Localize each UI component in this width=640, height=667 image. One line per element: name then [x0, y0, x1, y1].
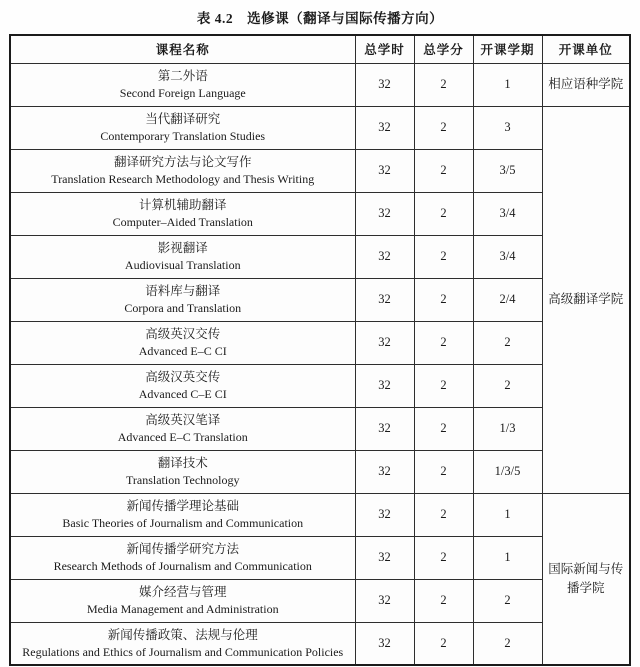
offering-unit-cell: 高级翻译学院	[542, 106, 630, 493]
semester-cell: 2	[473, 321, 542, 364]
course-name-cell	[10, 622, 355, 665]
total-credits-cell: 2	[414, 407, 473, 450]
table-row	[10, 493, 630, 536]
course-name-zh: 媒介经营与管理	[138, 585, 227, 599]
total-hours-cell: 32	[355, 579, 414, 622]
course-name-en: Second Foreign Language	[119, 86, 246, 100]
total-credits-cell: 2	[414, 235, 473, 278]
total-hours-cell: 32	[355, 493, 414, 536]
course-name-en: Computer–Aided Translation	[112, 215, 253, 229]
total-credits-cell: 2	[414, 106, 473, 149]
semester-cell: 2/4	[473, 278, 542, 321]
table-row	[10, 321, 630, 364]
header-total-hours: 总学时	[355, 35, 414, 63]
total-hours-cell: 32	[355, 321, 414, 364]
semester-cell: 2	[473, 579, 542, 622]
total-credits-cell: 2	[414, 278, 473, 321]
table-header	[10, 35, 630, 63]
total-hours-cell: 32	[355, 622, 414, 665]
table-row	[10, 278, 630, 321]
course-name-en: Audiovisual Translation	[124, 258, 241, 272]
table-row	[10, 450, 630, 493]
course-name-cell	[10, 364, 355, 407]
course-name-en: Translation Research Methodology and Thesis Writing	[51, 172, 315, 186]
course-name-zh: 计算机辅助翻译	[138, 198, 227, 212]
course-name-zh: 高级汉英交传	[145, 370, 221, 384]
offering-unit-cell: 相应语种学院	[542, 63, 630, 106]
course-name-cell	[10, 536, 355, 579]
total-hours-cell: 32	[355, 364, 414, 407]
course-name-cell	[10, 493, 355, 536]
course-name-en: Research Methods of Journalism and Communication	[53, 559, 312, 573]
course-name-zh: 高级英汉笔译	[145, 413, 221, 427]
semester-cell: 3/4	[473, 192, 542, 235]
table-row	[10, 149, 630, 192]
semester-cell: 1/3/5	[473, 450, 542, 493]
course-name-en: Media Management and Administration	[86, 602, 279, 616]
course-name-cell	[10, 106, 355, 149]
semester-cell: 1	[473, 493, 542, 536]
total-hours-cell: 32	[355, 63, 414, 106]
total-credits-cell: 2	[414, 450, 473, 493]
course-name-zh: 新闻传播学理论基础	[126, 499, 239, 513]
total-credits-cell: 2	[414, 149, 473, 192]
semester-cell: 3	[473, 106, 542, 149]
course-name-zh: 新闻传播政策、法规与伦理	[107, 627, 258, 642]
course-name-cell	[10, 63, 355, 106]
course-name-cell	[10, 321, 355, 364]
course-name-en: Translation Technology	[126, 473, 240, 487]
course-name-en: Corpora and Translation	[124, 301, 242, 315]
semester-cell: 3/5	[473, 149, 542, 192]
total-credits-cell: 2	[414, 579, 473, 622]
course-name-cell	[10, 407, 355, 450]
total-credits-cell: 2	[414, 493, 473, 536]
course-name-zh: 当代翻译研究	[145, 112, 221, 126]
total-credits-cell: 2	[414, 192, 473, 235]
header-row	[10, 35, 630, 63]
course-name-en: Regulations and Ethics of Journalism and Communication Policies	[22, 644, 344, 659]
header-course-name: 课程名称	[10, 35, 355, 63]
total-credits-cell: 2	[414, 622, 473, 665]
table-row	[10, 536, 630, 579]
total-credits-cell: 2	[414, 536, 473, 579]
table-row	[10, 622, 630, 665]
course-name-en: Contemporary Translation Studies	[100, 129, 266, 143]
total-hours-cell: 32	[355, 192, 414, 235]
semester-cell: 1	[473, 536, 542, 579]
table-row	[10, 106, 630, 149]
course-name-cell	[10, 235, 355, 278]
course-table	[9, 34, 631, 666]
table-row	[10, 235, 630, 278]
course-name-en: Advanced E–C Translation	[117, 430, 248, 444]
header-semester: 开课学期	[473, 35, 542, 63]
semester-cell: 1/3	[473, 407, 542, 450]
total-credits-cell: 2	[414, 63, 473, 106]
total-hours-cell: 32	[355, 407, 414, 450]
total-hours-cell: 32	[355, 106, 414, 149]
table-row	[10, 63, 630, 106]
table-title: 表 4.2 选修课（翻译与国际传播方向）	[196, 11, 444, 26]
semester-cell: 3/4	[473, 235, 542, 278]
course-name-zh: 新闻传播学研究方法	[126, 542, 239, 556]
semester-cell: 1	[473, 63, 542, 106]
course-name-zh: 第二外语	[157, 69, 208, 83]
table-row	[10, 192, 630, 235]
course-name-cell	[10, 579, 355, 622]
course-name-en: Advanced E–C CI	[138, 344, 227, 358]
table-row	[10, 364, 630, 407]
table-body	[10, 63, 630, 665]
course-name-cell	[10, 149, 355, 192]
course-name-cell	[10, 450, 355, 493]
total-hours-cell: 32	[355, 235, 414, 278]
course-name-cell	[10, 278, 355, 321]
course-name-zh: 影视翻译	[157, 241, 208, 255]
offering-unit-cell: 国际新闻与传播学院	[542, 493, 630, 665]
table-row	[10, 579, 630, 622]
table-row	[10, 407, 630, 450]
semester-cell: 2	[473, 364, 542, 407]
total-credits-cell: 2	[414, 321, 473, 364]
total-hours-cell: 32	[355, 278, 414, 321]
course-name-cell	[10, 192, 355, 235]
semester-cell: 2	[473, 622, 542, 665]
total-hours-cell: 32	[355, 450, 414, 493]
total-hours-cell: 32	[355, 536, 414, 579]
total-credits-cell: 2	[414, 364, 473, 407]
course-name-en: Basic Theories of Journalism and Communication	[62, 516, 304, 530]
course-name-zh: 翻译技术	[157, 456, 208, 470]
header-offering-unit: 开课单位	[542, 35, 630, 63]
course-name-zh: 语料库与翻译	[145, 284, 221, 298]
header-total-credits: 总学分	[414, 35, 473, 63]
course-name-en: Advanced C–E CI	[138, 387, 227, 401]
course-name-zh: 高级英汉交传	[145, 327, 221, 341]
total-hours-cell: 32	[355, 149, 414, 192]
course-name-zh: 翻译研究方法与论文写作	[113, 155, 252, 169]
